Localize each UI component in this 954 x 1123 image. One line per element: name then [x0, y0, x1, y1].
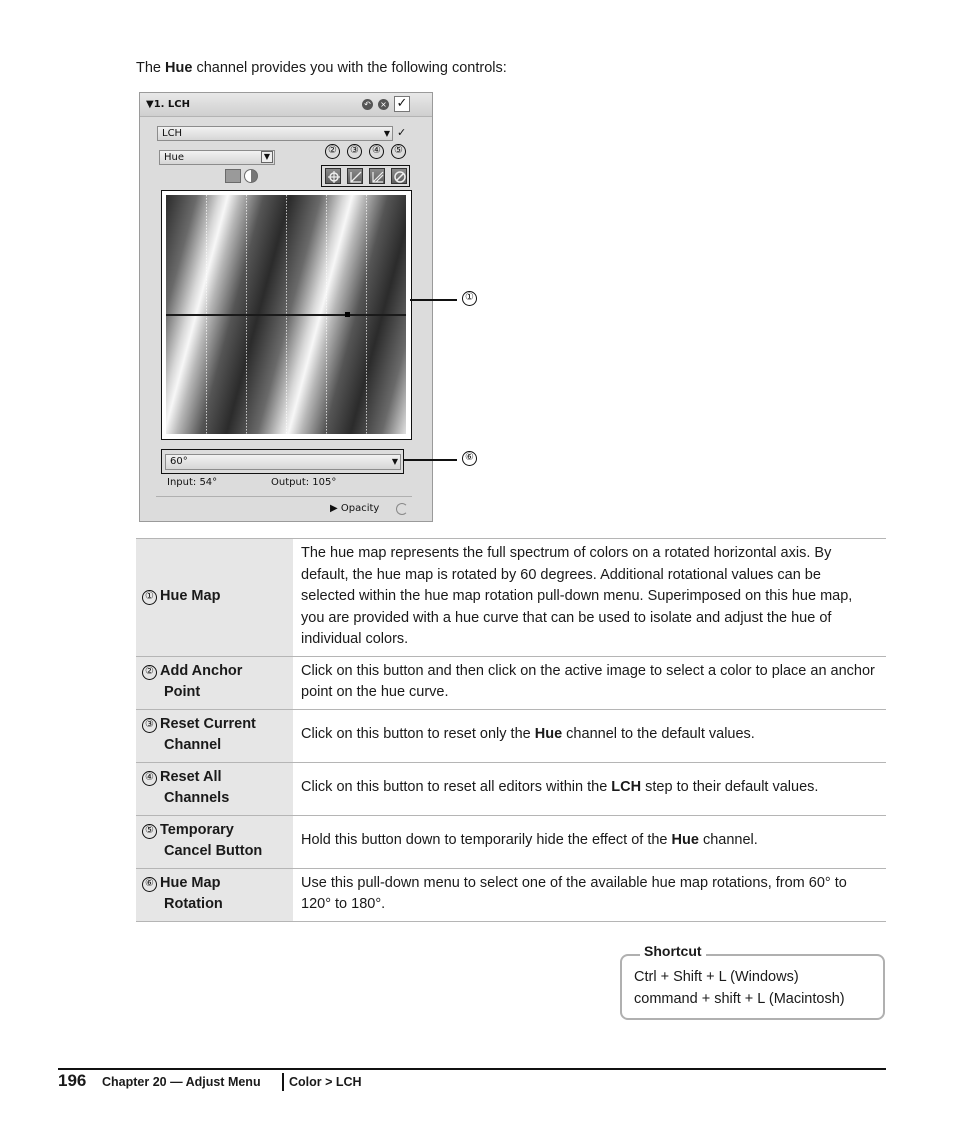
term-label: Add Anchor: [160, 662, 243, 679]
opacity-circle-icon[interactable]: [396, 503, 408, 515]
term-label-cont: Channels: [164, 790, 230, 806]
desc-part: channel.: [698, 832, 758, 849]
temporary-cancel-button[interactable]: [391, 168, 407, 184]
opacity-toggle[interactable]: ▶ Opacity: [330, 503, 380, 514]
intro-channel-name: Hue: [165, 60, 193, 76]
enable-checkbox[interactable]: ✓: [394, 96, 410, 112]
callout-1: ①: [462, 291, 477, 306]
histogram-icon[interactable]: [225, 169, 241, 183]
channel-dropdown[interactable]: [159, 150, 275, 165]
desc-bold: LCH: [611, 779, 642, 796]
term-cell: [136, 762, 293, 815]
lch-panel: [139, 92, 433, 522]
term-label: Hue Map: [160, 588, 221, 604]
term-cell: [136, 868, 293, 921]
term-label-cont: Cancel Button: [164, 843, 263, 859]
mode-dropdown-value: LCH: [162, 128, 183, 139]
callout-4: ④: [369, 144, 384, 159]
curve-reset-icon: [349, 170, 363, 184]
hue-curve[interactable]: [166, 314, 406, 316]
footer-rule: [58, 1068, 886, 1070]
hue-map-frame: [161, 190, 412, 440]
chevron-down-icon: ▼: [383, 129, 390, 138]
description-cell: [293, 762, 886, 815]
desc-bold: Hue: [671, 832, 699, 849]
desc-part: step to their default values.: [641, 779, 819, 796]
callout-6: ⑥: [462, 451, 477, 466]
intro-prefix: The: [136, 60, 166, 76]
leader-line-6: [404, 459, 457, 461]
shortcut-windows: Ctrl + Shift + L (Windows): [634, 969, 799, 985]
table-row: [136, 762, 886, 815]
row-number: ③: [142, 718, 157, 733]
mode-dropdown[interactable]: [157, 126, 393, 141]
term-cell: [136, 815, 293, 868]
input-readout: Input: 54°: [167, 477, 218, 488]
row-number: ⑥: [142, 877, 157, 892]
description-cell: The hue map represents the full spectrum of colors on a rotated horizontal axis. By default, the hue map is rotated by 60 degrees. Additional rotational values can be selected within the hue map rotation pull-down menu. Superimposed on this hue map, you are provided with a hue curve that can be used to isolate and adjust the hue of individual colors.: [293, 539, 886, 657]
term-label: Reset All: [160, 768, 222, 785]
desc-bold: Hue: [534, 726, 563, 743]
shortcut-box: [620, 954, 885, 1020]
add-anchor-point-button[interactable]: [325, 168, 341, 184]
curves-reset-all-icon: [371, 170, 385, 184]
row-number: ④: [142, 771, 157, 786]
footer-separator: [282, 1073, 284, 1091]
desc-part: Hold this button down to temporarily hide the effect of the: [301, 832, 672, 849]
callout-2: ②: [325, 144, 340, 159]
callout-5: ⑤: [391, 144, 406, 159]
term-cell: [136, 709, 293, 762]
term-cell: [136, 539, 293, 657]
term-label: Reset Current: [160, 715, 256, 732]
reset-all-channels-button[interactable]: [369, 168, 385, 184]
term-label: Temporary: [160, 821, 234, 838]
close-icon[interactable]: ×: [378, 99, 389, 110]
hue-map-rotation-dropdown[interactable]: [165, 454, 401, 470]
intro-suffix: channel provides you with the following controls:: [192, 60, 507, 76]
hue-map[interactable]: [166, 195, 406, 434]
term-label-cont: Rotation: [164, 896, 223, 912]
term-label-cont: Channel: [164, 737, 222, 753]
table-row: [136, 656, 886, 709]
panel-header: [140, 93, 432, 117]
callout-3: ③: [347, 144, 362, 159]
desc-part: Click on this button to reset only the: [301, 726, 535, 743]
description-cell: Click on this button and then click on the active image to select a color to place an anchor point on the hue curve.: [293, 656, 886, 709]
term-label-cont: Point: [164, 684, 201, 700]
row-number: ①: [142, 590, 157, 605]
rotation-value: 60°: [170, 456, 188, 467]
chevron-down-icon: ▼: [261, 151, 273, 163]
shortcut-label: Shortcut: [640, 943, 706, 959]
undo-icon[interactable]: ↶: [362, 99, 373, 110]
desc-part: channel to the default values.: [562, 726, 755, 743]
desc-part: Click on this button to reset all editors within the: [301, 779, 612, 796]
reset-current-channel-button[interactable]: [347, 168, 363, 184]
chapter-title: Chapter 20 — Adjust Menu: [102, 1075, 261, 1089]
compare-icon[interactable]: [244, 169, 258, 183]
leader-line-1: [410, 299, 457, 301]
row-number: ⑤: [142, 824, 157, 839]
anchor-plus-icon: [327, 170, 341, 184]
shortcut-mac: command + shift + L (Macintosh): [634, 991, 845, 1007]
term-label: Hue Map: [160, 874, 221, 891]
table-row: [136, 815, 886, 868]
panel-title: ▼1. LCH: [146, 99, 191, 110]
description-cell: [293, 815, 886, 868]
section-title: Color > LCH: [289, 1075, 362, 1089]
row-number: ②: [142, 665, 157, 680]
term-cell: [136, 656, 293, 709]
output-readout: Output: 105°: [271, 477, 337, 488]
cancel-icon: [393, 170, 407, 184]
description-cell: [293, 709, 886, 762]
controls-table: [136, 538, 886, 922]
anchor-point[interactable]: [345, 312, 350, 317]
mode-toggle-icon[interactable]: ✓: [397, 126, 407, 139]
divider: [156, 496, 412, 497]
table-row: [136, 868, 886, 921]
description-cell: Use this pull-down menu to select one of the available hue map rotations, from 60° to 120° to 180°.: [293, 868, 886, 921]
page-number: 196: [58, 1071, 87, 1090]
channel-dropdown-value: Hue: [164, 152, 185, 163]
chevron-down-icon: ▼: [391, 457, 398, 466]
intro-text: [136, 60, 507, 76]
table-row: [136, 709, 886, 762]
table-row: [136, 539, 886, 657]
